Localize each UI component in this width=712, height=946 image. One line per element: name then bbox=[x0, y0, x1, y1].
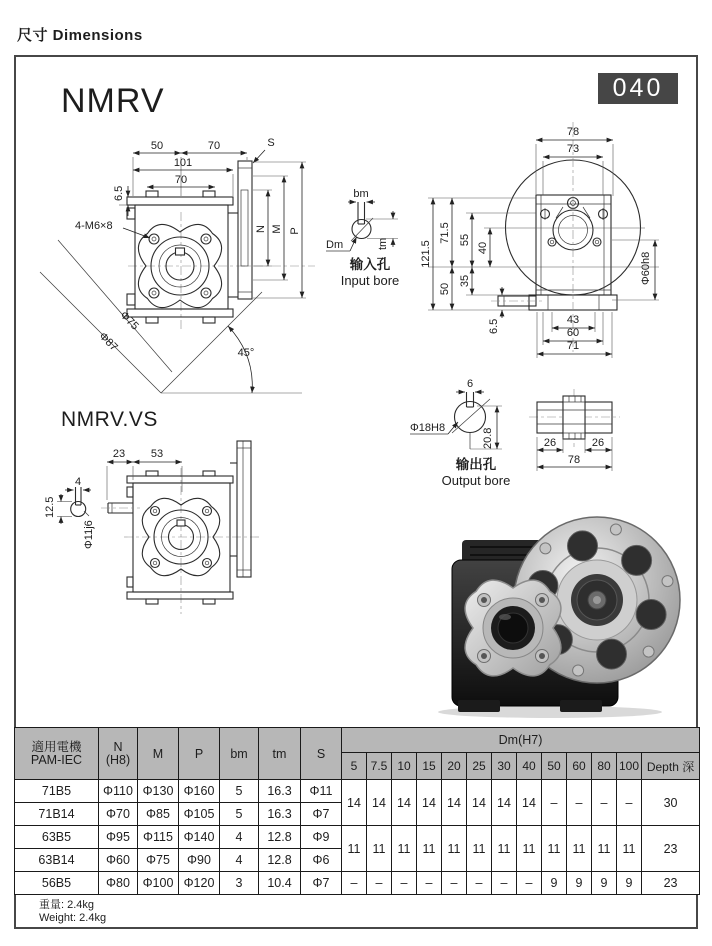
screw-note: 4-M6×8 bbox=[75, 220, 113, 232]
cell-n: Φ80 bbox=[99, 872, 138, 895]
cell-depth: 23 bbox=[642, 826, 700, 872]
n-line2: (H8) bbox=[105, 752, 131, 767]
cell-dm: 11 bbox=[617, 826, 642, 872]
dim-4: 4 bbox=[74, 476, 82, 488]
dm-col-20: 20 bbox=[442, 753, 467, 780]
cell-dm: 11 bbox=[342, 826, 367, 872]
dim-phi87: Φ87 bbox=[96, 330, 120, 354]
cell-m: Φ85 bbox=[138, 803, 179, 826]
cell-dm: – bbox=[592, 780, 617, 826]
vs-view-dimensions bbox=[107, 448, 182, 500]
cell-m: Φ100 bbox=[138, 872, 179, 895]
cell-n: Φ60 bbox=[99, 849, 138, 872]
weight-note bbox=[39, 899, 106, 924]
col-header-tm: tm bbox=[259, 728, 301, 780]
cell-dm: 11 bbox=[542, 826, 567, 872]
dim-12-5: 12.5 bbox=[44, 496, 56, 518]
col-header-bm: bm bbox=[220, 728, 259, 780]
dim-20-8: 20.8 bbox=[482, 427, 494, 449]
cell-m: Φ75 bbox=[138, 849, 179, 872]
table-row-63b5 bbox=[15, 826, 700, 849]
cell-dm: 11 bbox=[392, 826, 417, 872]
col-header-p: P bbox=[179, 728, 220, 780]
cell-dm: 14 bbox=[467, 780, 492, 826]
dim-26-left: 26 bbox=[543, 437, 557, 449]
dim-bm: bm bbox=[353, 188, 369, 200]
dm-col-30: 30 bbox=[492, 753, 517, 780]
cell-m: Φ130 bbox=[138, 780, 179, 803]
dim-dm: Dm bbox=[326, 239, 344, 251]
col-header-dm: Dm(H7) bbox=[342, 728, 700, 753]
col-header-pam-iec bbox=[15, 728, 99, 780]
dim-101: 101 bbox=[173, 157, 193, 169]
cell-dm: 11 bbox=[442, 826, 467, 872]
cell-dm: – bbox=[517, 872, 542, 895]
cell-bm: 5 bbox=[220, 803, 259, 826]
dim-35: 35 bbox=[459, 274, 471, 288]
cell-p: Φ90 bbox=[179, 849, 220, 872]
cell-dm: 11 bbox=[417, 826, 442, 872]
cell-dm: 11 bbox=[517, 826, 542, 872]
input-bore-drawing bbox=[318, 180, 428, 300]
cell-s: Φ6 bbox=[301, 849, 342, 872]
dm-col-100: 100 bbox=[617, 753, 642, 780]
cell-s: Φ11 bbox=[301, 780, 342, 803]
cell-dm: 9 bbox=[592, 872, 617, 895]
side-view-dimensions bbox=[420, 126, 659, 358]
dm-col-60: 60 bbox=[567, 753, 592, 780]
cell-dm: 14 bbox=[417, 780, 442, 826]
dim-70-top: 70 bbox=[207, 140, 221, 152]
cell-bm: 4 bbox=[220, 849, 259, 872]
cell-dm: 11 bbox=[567, 826, 592, 872]
dm-col-15: 15 bbox=[417, 753, 442, 780]
cell-model: 71B14 bbox=[15, 803, 99, 826]
input-bore-caption-en: Input bore bbox=[340, 273, 400, 288]
dim-78-shaft: 78 bbox=[567, 454, 581, 466]
dm-col-7-5: 7.5 bbox=[367, 753, 392, 780]
cell-s: Φ7 bbox=[301, 803, 342, 826]
cell-p: Φ140 bbox=[179, 826, 220, 849]
cell-p: Φ160 bbox=[179, 780, 220, 803]
cell-dm: 11 bbox=[467, 826, 492, 872]
dim-phi11j6: Φ11j6 bbox=[83, 520, 95, 549]
cell-p: Φ105 bbox=[179, 803, 220, 826]
vs-view-body bbox=[101, 441, 260, 614]
cell-dm: – bbox=[367, 872, 392, 895]
dim-60: 60 bbox=[566, 327, 580, 339]
output-bore-figure bbox=[410, 378, 502, 449]
vs-view-drawing bbox=[40, 435, 330, 665]
cell-dm: 14 bbox=[492, 780, 517, 826]
dim-50: 50 bbox=[150, 140, 164, 152]
dim-6-5: 6.5 bbox=[113, 185, 125, 201]
dm-col-10: 10 bbox=[392, 753, 417, 780]
model-vs-title: NMRV.VS bbox=[61, 408, 158, 431]
col-header-depth: Depth 深 bbox=[642, 753, 700, 780]
front-view-drawing bbox=[25, 130, 345, 445]
dim-phi75: Φ75 bbox=[117, 309, 141, 333]
weight-en: Weight: 2.4kg bbox=[39, 911, 107, 924]
cell-model: 63B5 bbox=[15, 826, 99, 849]
cell-bm: 3 bbox=[220, 872, 259, 895]
cell-tm: 12.8 bbox=[259, 849, 301, 872]
header-row-1 bbox=[15, 728, 700, 753]
weight-zh: 重量: 2.4kg bbox=[39, 899, 95, 911]
n-line1: N bbox=[113, 739, 123, 754]
front-flange bbox=[465, 580, 561, 676]
cell-dm: 14 bbox=[392, 780, 417, 826]
product-photo bbox=[430, 505, 700, 720]
cell-depth: 23 bbox=[642, 872, 700, 895]
output-bore-caption-en: Output bore bbox=[441, 473, 511, 488]
dim-55: 55 bbox=[459, 233, 471, 247]
cell-n: Φ70 bbox=[99, 803, 138, 826]
output-bore-caption-zh: 输出孔 bbox=[455, 457, 497, 472]
cell-dm: – bbox=[417, 872, 442, 895]
col-header-m: M bbox=[138, 728, 179, 780]
page-title: 尺寸 Dimensions bbox=[17, 27, 143, 44]
cell-s: Φ9 bbox=[301, 826, 342, 849]
input-bore-caption-zh: 输入孔 bbox=[349, 257, 391, 272]
dm-col-5: 5 bbox=[342, 753, 367, 780]
cell-dm: – bbox=[542, 780, 567, 826]
dim-p: P bbox=[289, 227, 301, 235]
col-header-n bbox=[99, 728, 138, 780]
cell-bm: 5 bbox=[220, 780, 259, 803]
cell-model: 56B5 bbox=[15, 872, 99, 895]
cell-model: 63B14 bbox=[15, 849, 99, 872]
dim-tm: tm bbox=[377, 237, 389, 250]
side-view-drawing bbox=[420, 115, 710, 360]
cell-dm: 11 bbox=[592, 826, 617, 872]
cell-dm: – bbox=[617, 780, 642, 826]
cell-bm: 4 bbox=[220, 826, 259, 849]
hollow-shaft-figure bbox=[529, 389, 620, 471]
side-view-body bbox=[491, 122, 641, 352]
cell-dm: 11 bbox=[492, 826, 517, 872]
cell-dm: 9 bbox=[567, 872, 592, 895]
dm-col-25: 25 bbox=[467, 753, 492, 780]
cell-tm: 10.4 bbox=[259, 872, 301, 895]
dim-78: 78 bbox=[566, 126, 580, 138]
dim-phi60h8: Φ60h8 bbox=[640, 251, 652, 285]
dim-70: 70 bbox=[174, 174, 188, 186]
cell-dm: – bbox=[567, 780, 592, 826]
dimension-table bbox=[14, 727, 700, 895]
pam-en: PAM-IEC bbox=[30, 752, 83, 767]
dim-6-5: 6.5 bbox=[488, 318, 500, 334]
cell-model: 71B5 bbox=[15, 780, 99, 803]
dim-m: M bbox=[271, 224, 283, 234]
cell-dm: – bbox=[492, 872, 517, 895]
dim-73: 73 bbox=[566, 143, 580, 155]
cell-tm: 16.3 bbox=[259, 803, 301, 826]
cell-dm: 14 bbox=[442, 780, 467, 826]
dm-col-50: 50 bbox=[542, 753, 567, 780]
dim-50: 50 bbox=[439, 282, 451, 296]
cell-dm: 11 bbox=[367, 826, 392, 872]
front-view-dimensions bbox=[40, 137, 306, 393]
dim-6: 6 bbox=[466, 378, 474, 390]
cell-tm: 12.8 bbox=[259, 826, 301, 849]
cell-dm: 9 bbox=[617, 872, 642, 895]
cell-n: Φ95 bbox=[99, 826, 138, 849]
dm-col-40: 40 bbox=[517, 753, 542, 780]
cell-s: Φ7 bbox=[301, 872, 342, 895]
cell-tm: 16.3 bbox=[259, 780, 301, 803]
col-header-s: S bbox=[301, 728, 342, 780]
dim-26-right: 26 bbox=[591, 437, 605, 449]
model-title: NMRV bbox=[61, 82, 165, 120]
dim-phi18h8: Φ18H8 bbox=[410, 422, 446, 434]
cell-dm: – bbox=[442, 872, 467, 895]
cell-dm: – bbox=[467, 872, 492, 895]
dim-43: 43 bbox=[566, 314, 580, 326]
output-bore-drawing bbox=[395, 370, 665, 505]
cell-m: Φ115 bbox=[138, 826, 179, 849]
dim-71-5: 71.5 bbox=[439, 222, 451, 244]
vs-shaft-section bbox=[44, 476, 95, 549]
table-row-56b5 bbox=[15, 872, 700, 895]
pam-zh: 適用電機 bbox=[31, 739, 82, 754]
input-bore-figure bbox=[326, 188, 398, 251]
dm-col-80: 80 bbox=[592, 753, 617, 780]
dim-n: N bbox=[255, 225, 267, 233]
cell-p: Φ120 bbox=[179, 872, 220, 895]
dim-23: 23 bbox=[112, 448, 126, 460]
dim-71: 71 bbox=[566, 340, 580, 352]
cell-n: Φ110 bbox=[99, 780, 138, 803]
dim-45deg: 45° bbox=[237, 347, 255, 359]
cell-depth: 30 bbox=[642, 780, 700, 826]
size-badge: 040 bbox=[598, 73, 678, 104]
cell-dm: 14 bbox=[367, 780, 392, 826]
cell-dm: 14 bbox=[517, 780, 542, 826]
cell-dm: – bbox=[392, 872, 417, 895]
cell-dm: – bbox=[342, 872, 367, 895]
cell-dm: 14 bbox=[342, 780, 367, 826]
label-s: S bbox=[267, 137, 275, 149]
dim-121-5: 121.5 bbox=[420, 240, 432, 268]
dim-53: 53 bbox=[150, 448, 164, 460]
table-row-71b5 bbox=[15, 780, 700, 803]
cell-dm: 9 bbox=[542, 872, 567, 895]
dim-40: 40 bbox=[477, 241, 489, 255]
